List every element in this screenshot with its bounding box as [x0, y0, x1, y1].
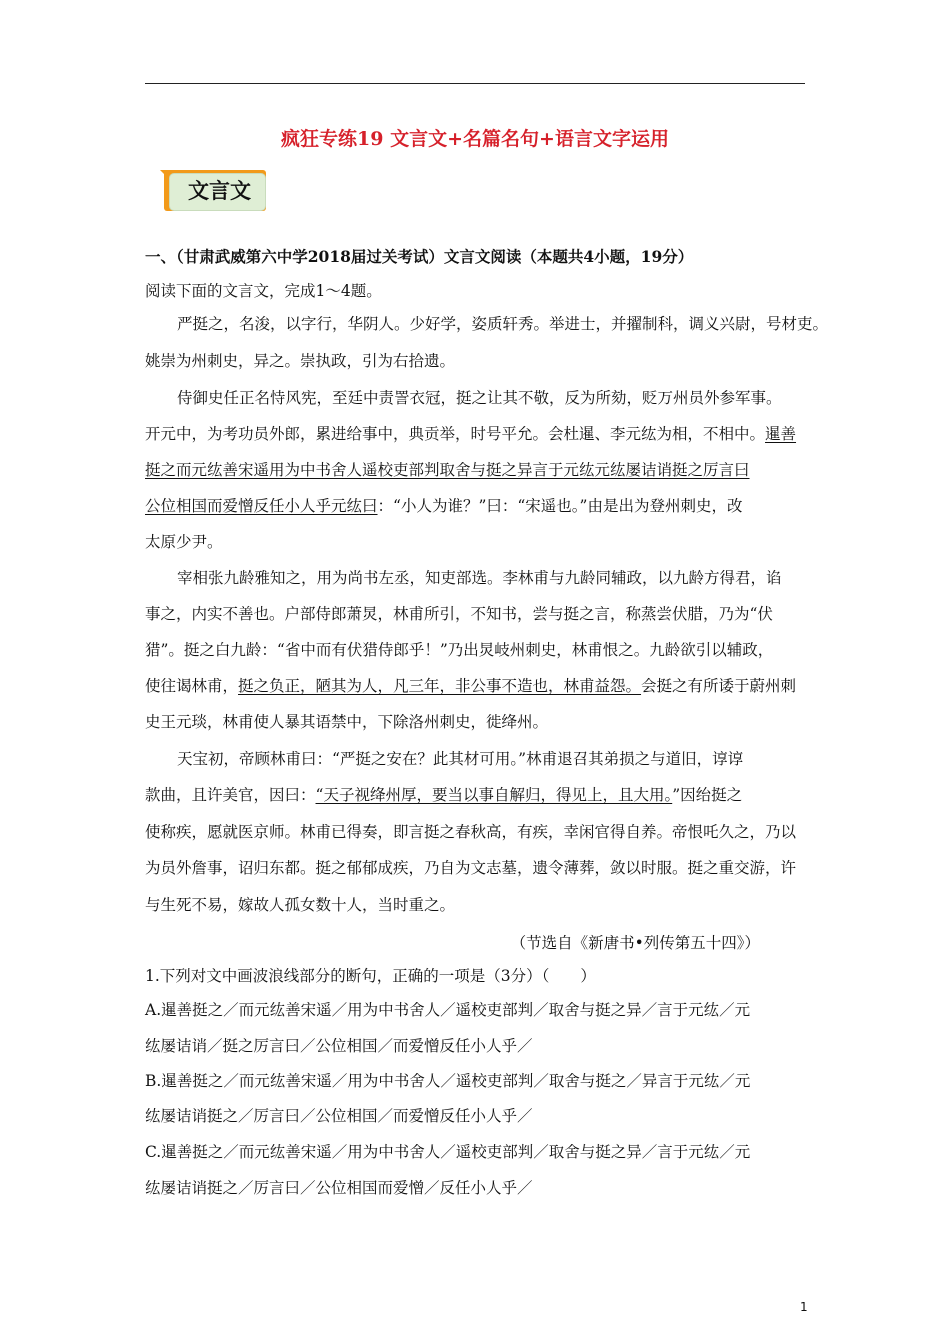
- passage-line: 款曲，且许美官，因曰：“天子视绛州厚，要当以事自解归，得见上，且大用。”因绐挺之: [145, 786, 743, 804]
- passage-line: 与生死不易，嫁故人孤女数十人，当时重之。: [145, 896, 456, 914]
- passage-line: 使称疾，愿就医京师。林甫已得奏，即言挺之春秋高，有疾，幸闲官得自养。帝恨吒久之，乃以: [145, 823, 797, 841]
- page-title: 疯狂专练19 文言文+名篇名句+语言文字运用: [281, 128, 669, 150]
- passage-line: 为员外詹事，诏归东都。挺之郁郁成疾，乃自为文志墓，遗令薄葬，敛以时服。挺之重交游，许: [145, 859, 797, 877]
- option-a-cont: 纮屡诘诮／挺之厉言曰／公位相国／而爱憎反任小人乎／: [145, 1037, 533, 1055]
- option-b: B.暹善挺之／而元纮善宋遥／用为中书舍人／遥校吏部判／取舍与挺之／异言于元纮／元: [145, 1072, 751, 1090]
- passage-line: 开元中，为考功员外郎，累进给事中，典贡举，时号平允。会杜暹、李元纮为相，不相中。暹善: [145, 425, 797, 443]
- passage-line: 公位相国而爱憎反任小人乎元纮曰：“小人为谁？”曰：“宋遥也。”由是出为登州刺史，改: [145, 497, 743, 515]
- page-number: 1: [800, 1300, 808, 1314]
- option-c-cont: 纮屡诘诮挺之／厉言曰／公位相国而爱憎／反任小人乎／: [145, 1179, 533, 1197]
- passage-line: 太原少尹。: [145, 533, 223, 551]
- passage-line: 姚崇为州刺史，异之。崇执政，引为右拾遗。: [145, 352, 456, 370]
- passage-line: 猎”。挺之白九龄：“省中而有伏猎侍郎乎！”乃出炅岐州刺史，林甫恨之。九龄欲引以辅政，: [145, 641, 774, 659]
- instruction: 阅读下面的文言文，完成1～4题。: [145, 282, 382, 300]
- header-rule: [145, 83, 805, 84]
- section-badge: [160, 170, 268, 214]
- option-b-cont: 纮屡诘诮挺之／厉言曰／公位相国／而爱憎反任小人乎／: [145, 1107, 533, 1125]
- question-header: 一、（甘肃武威第六中学2018届过关考试）文言文阅读（本题共4小题，19分）: [145, 247, 694, 266]
- passage-line: 严挺之，名浚，以字行，华阴人。少好学，姿质轩秀。举进士，并擢制科，调义兴尉，号材吏。: [177, 315, 829, 333]
- passage-line: 天宝初，帝顾林甫曰：“严挺之安在？此其材可用。”林甫退召其弟损之与道旧，谆谆: [177, 750, 744, 768]
- passage-line: 事之，内实不善也。户部侍郎萧炅，林甫所引，不知书，尝与挺之言，称蒸尝伏腊，乃为“伏: [145, 605, 773, 623]
- option-c: C.暹善挺之／而元纮善宋遥／用为中书舍人／遥校吏部判／取舍与挺之异／言于元纮／元: [145, 1143, 751, 1161]
- option-a: A.暹善挺之／而元纮善宋遥／用为中书舍人／遥校吏部判／取舍与挺之异／言于元纮／元: [145, 1001, 751, 1019]
- passage-line: 使往谒林甫，挺之负正，陋其为人，凡三年，非公事不造也，林甫益怨。会挺之有所诿于蔚州刺: [145, 677, 797, 695]
- passage-line: 史王元琰，林甫使人暴其语禁中，下除洛州刺史，徙绛州。: [145, 713, 549, 731]
- passage-line: 宰相张九龄雅知之，用为尚书左丞，知吏部选。李林甫与九龄同辅政，以九龄方得君，谄: [177, 569, 782, 587]
- question-1: 1.下列对文中画波浪线部分的断句，正确的一项是（3分）（ ）: [145, 967, 596, 985]
- passage-line: 侍御史任正名恃风宪，至廷中责詈衣冠，挺之让其不敬，反为所劾，贬万州员外参军事。: [177, 389, 782, 407]
- source-citation: （节选自《新唐书•列传第五十四》）: [510, 934, 760, 952]
- section-badge-label: 文言文: [188, 179, 251, 203]
- wavy-underlined-line: 挺之而元纮善宋遥用为中书舍人遥校吏部判取舍与挺之异言于元纮元纮屡诘诮挺之厉言曰: [145, 461, 750, 479]
